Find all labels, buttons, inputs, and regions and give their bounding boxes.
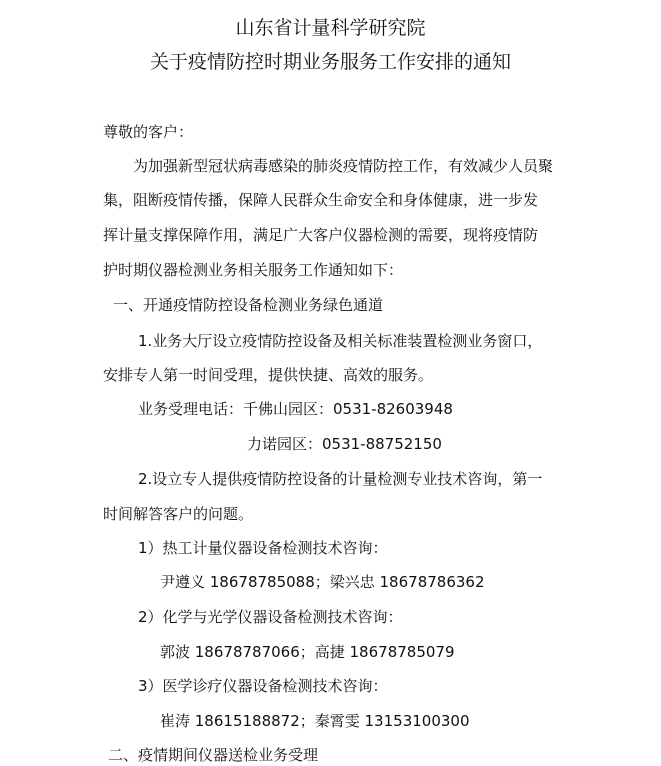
salutation: 尊敬的客户：: [103, 123, 194, 141]
notice-title: 关于疫情防控时期业务服务工作安排的通知: [149, 51, 511, 73]
item-1-line-2: 安排专人第一时间受理，提供快捷、高效的服务。: [103, 366, 434, 384]
section-1-heading: 一、开通疫情防控设备检测业务绿色通道: [113, 296, 384, 314]
intro-line-3: 挥计量支撑保障作用，满足广大客户仪器检测的需要，现将疫情防: [103, 226, 539, 244]
consult-chemical-optical-label: 2）化学与光学仪器设备检测技术咨询：: [138, 608, 403, 626]
intro-line-2: 集，阻断疫情传播，保障人民群众生命安全和身体健康，进一步发: [103, 191, 539, 209]
item-1-line-1: 1.业务大厅设立疫情防控设备及相关标准装置检测业务窗口，: [138, 332, 543, 350]
consult-chemical-optical-contacts: 郭波 18678787066；高捷 18678785079: [160, 643, 455, 661]
item-2-line-1: 2.设立专人提供疫情防控设备的计量检测专业技术咨询，第一: [138, 470, 543, 488]
phone-line-qianfoshan: 业务受理电话：千佛山园区：0531-82603948: [138, 400, 453, 418]
intro-line-4: 护时期仪器检测业务相关服务工作通知如下：: [103, 261, 404, 279]
consult-medical-label: 3）医学诊疗仪器设备检测技术咨询：: [138, 677, 388, 695]
organization-name: 山东省计量科学研究院: [235, 17, 426, 39]
consult-medical-contacts: 崔涛 18615188872；秦霄雯 13153100300: [160, 712, 470, 730]
item-2-line-2: 时间解答客户的问题。: [103, 505, 254, 523]
intro-line-1: 为加强新型冠状病毒感染的肺炎疫情防控工作，有效减少人员聚: [133, 157, 554, 175]
section-2-heading: 二、疫情期间仪器送检业务受理: [108, 746, 319, 764]
consult-thermal-contacts: 尹遵义 18678785088；梁兴忠 18678786362: [160, 573, 485, 591]
consult-thermal-label: 1）热工计量仪器设备检测技术咨询：: [138, 539, 388, 557]
phone-line-linuo: 力诺园区：0531-88752150: [247, 435, 442, 453]
